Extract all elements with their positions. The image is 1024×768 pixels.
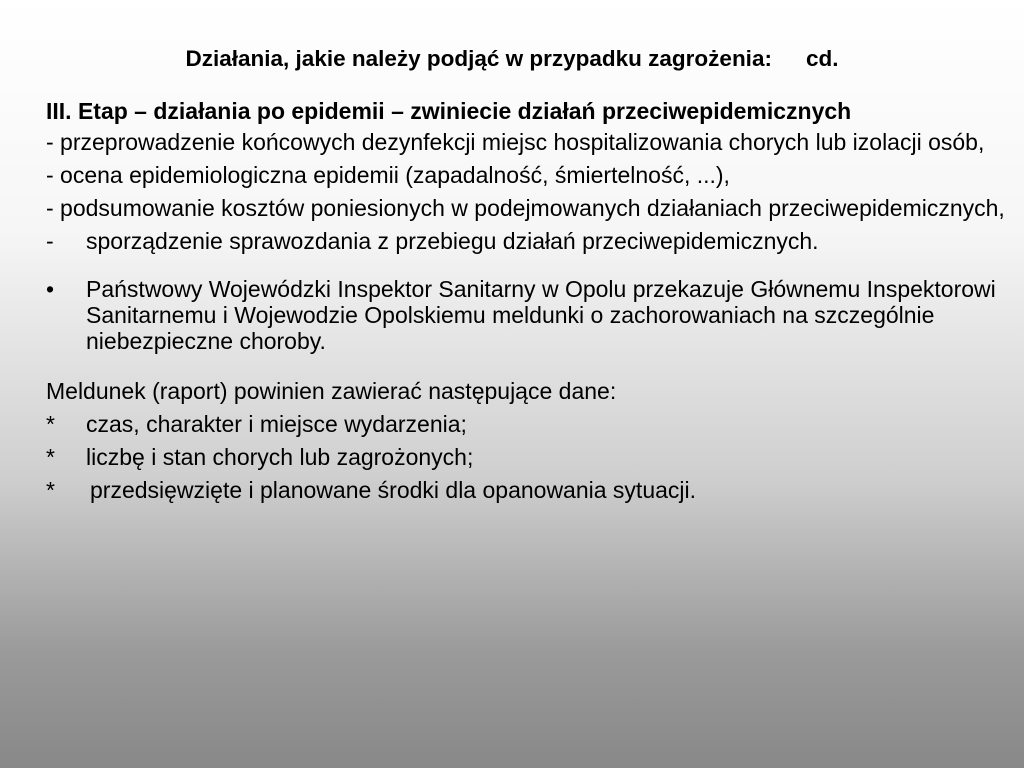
report-item bbox=[46, 477, 1006, 503]
stage-heading: III. Etap – działania po epidemii – zwiniecie działań przeciwepidemicznych bbox=[46, 98, 852, 124]
spacer bbox=[46, 354, 1006, 378]
star-marker: * bbox=[46, 477, 55, 503]
dash-list-item: - przeprowadzenie końcowych dezynfekcji miejsc hospitalizowania chorych lub izolacji osób, bbox=[46, 129, 985, 155]
dash-marker: - bbox=[46, 228, 54, 254]
bullet-paragraph bbox=[46, 276, 1006, 354]
star-marker: * bbox=[46, 411, 55, 437]
report-intro: Meldunek (raport) powinien zawierać następujące dane: bbox=[46, 378, 617, 404]
report-item bbox=[46, 411, 1006, 437]
report-item bbox=[46, 444, 1006, 470]
slide-title-suffix: cd. bbox=[805, 46, 839, 71]
dash-list-item: - ocena epidemiologiczna epidemii (zapadalność, śmiertelność, ...), bbox=[46, 162, 730, 188]
dash-list-item: - podsumowanie kosztów poniesionych w podejmowanych działaniach przeciwepidemicznych, bbox=[46, 195, 1005, 221]
bullet-text: Państwowy Wojewódzki Inspektor Sanitarny w Opolu przekazuje Głównemu Inspektorowi Sanitarnemu i Wojewodzie Opolskiemu meldunki o zachorowaniach na szczególnie niebezpieczne choroby. bbox=[86, 276, 996, 354]
dash-list-text: sporządzenie sprawozdania z przebiegu działań przeciwepidemicznych. bbox=[86, 228, 819, 254]
dash-list-item-last bbox=[46, 228, 1006, 254]
star-marker: * bbox=[46, 444, 55, 470]
slide-title-main: Działania, jakie należy podjąć w przypadku zagrożenia: bbox=[185, 46, 772, 71]
spacer bbox=[46, 254, 1006, 276]
report-item-text: przedsięwzięte i planowane środki dla opanowania sytuacji. bbox=[90, 477, 697, 503]
report-item-text: liczbę i stan chorych lub zagrożonych; bbox=[86, 444, 474, 470]
bullet-marker: • bbox=[46, 276, 55, 302]
slide-content bbox=[46, 98, 1006, 503]
report-item-text: czas, charakter i miejsce wydarzenia; bbox=[86, 411, 467, 437]
slide-title bbox=[0, 44, 1024, 74]
